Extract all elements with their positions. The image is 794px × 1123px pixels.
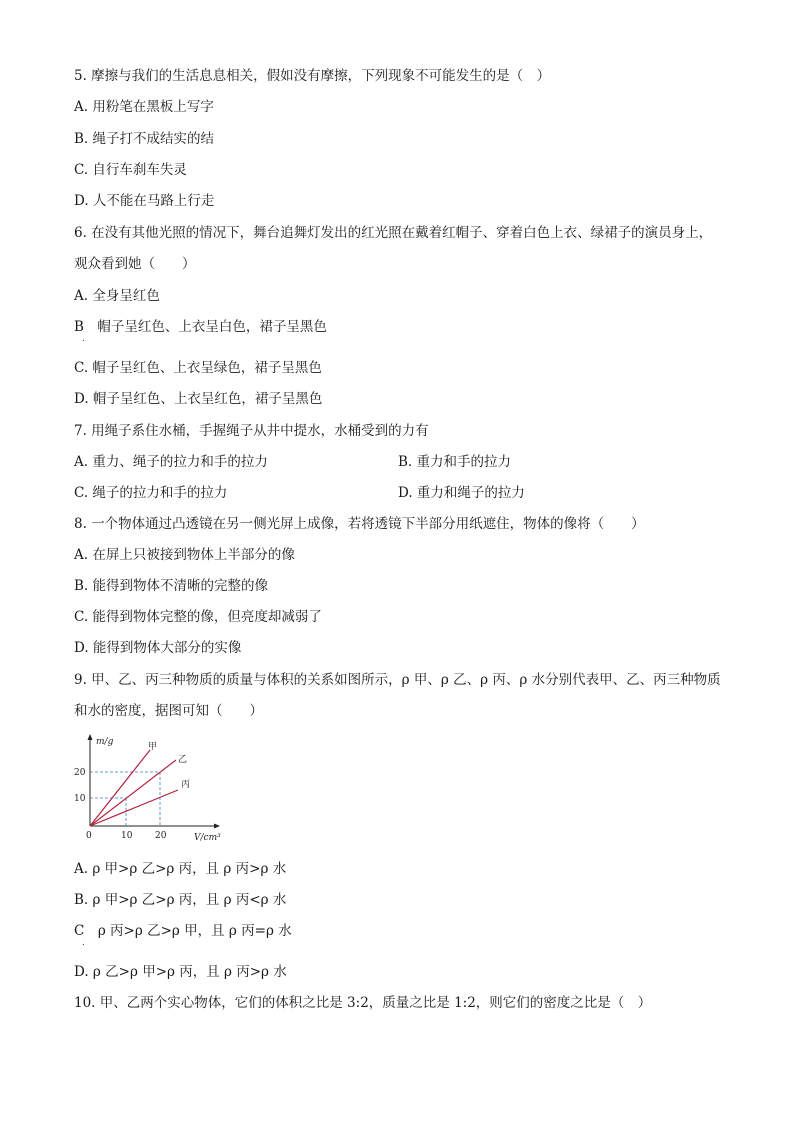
stray-dot: . <box>82 938 85 948</box>
q6-stem-line1: 6. 在没有其他光照的情况下，舞台追舞灯发出的红光照在戴着红帽子、穿着白色上衣、绿裙子的演员身上， <box>74 225 713 241</box>
q8-option-d: D. 能得到物体大部分的实像 <box>74 640 242 656</box>
q8-option-a: A. 在屏上只被接到物体上半部分的像 <box>74 547 295 563</box>
q6-option-d: D. 帽子呈红色、上衣呈红色，裙子呈黑色 <box>74 391 323 407</box>
mass-volume-graph <box>70 732 240 847</box>
line-bing <box>90 790 178 826</box>
q6-stem-line2: 观众看到她（ ） <box>74 256 196 272</box>
q9-stem-line2: 和水的密度，据图可知（ ） <box>74 703 263 719</box>
x-tick-10: 10 <box>121 831 133 841</box>
q5-option-d: D. 人不能在马路上行走 <box>74 193 215 209</box>
q10-stem: 10. 甲、乙两个实心物体，它们的体积之比是 3:2，质量之比是 1:2，则它们的密度之比是（ ） <box>74 995 652 1011</box>
x-tick-20: 20 <box>155 831 167 841</box>
y-axis-label: m/g <box>96 737 114 747</box>
q7-option-a: A. 重力、绳子的拉力和手的拉力 <box>74 454 268 470</box>
q9-option-c: C ρ 丙>ρ 乙>ρ 甲，且 ρ 丙=ρ 水 <box>74 923 292 939</box>
y-axis-arrow <box>88 734 93 740</box>
series-label-jia: 甲 <box>148 742 158 752</box>
x-axis-arrow <box>214 824 220 829</box>
q7-option-d: D. 重力和绳子的拉力 <box>398 485 525 501</box>
q7-option-b: B. 重力和手的拉力 <box>398 454 512 470</box>
line-yi <box>90 760 176 826</box>
q5-option-c: C. 自行车刹车失灵 <box>74 162 187 178</box>
y-tick-20: 20 <box>74 768 86 778</box>
series-label-bing: 丙 <box>181 780 191 790</box>
series-label-yi: 乙 <box>178 755 188 765</box>
q9-option-d: D. ρ 乙>ρ 甲>ρ 丙，且 ρ 丙>ρ 水 <box>74 964 287 980</box>
line-jia <box>90 750 150 826</box>
q9-option-a: A. ρ 甲>ρ 乙>ρ 丙，且 ρ 丙>ρ 水 <box>74 861 287 877</box>
q5-option-b: B. 绳子打不成结实的结 <box>74 131 215 147</box>
q5-stem: 5. 摩擦与我们的生活息息相关，假如没有摩擦，下列现象不可能发生的是（ ） <box>74 68 551 84</box>
q6-option-c: C. 帽子呈红色、上衣呈绿色，裙子呈黑色 <box>74 360 322 376</box>
q8-option-b: B. 能得到物体不清晰的完整的像 <box>74 578 269 594</box>
q7-option-c: C. 绳子的拉力和手的拉力 <box>74 485 228 501</box>
origin-label: 0 <box>86 831 92 841</box>
stray-dot: . <box>82 334 85 344</box>
q9-stem-line1: 9. 甲、乙、丙三种物质的质量与体积的关系如图所示，ρ 甲、ρ 乙、ρ 丙、ρ 水分别代表甲、乙、丙三种物质 <box>74 672 721 688</box>
q6-option-a: A. 全身呈红色 <box>74 288 160 304</box>
y-tick-10: 10 <box>74 794 86 804</box>
q7-stem: 7. 用绳子系住水桶，手握绳子从井中提水，水桶受到的力有 <box>74 423 429 439</box>
q5-option-a: A. 用粉笔在黑板上写字 <box>74 99 214 115</box>
q8-option-c: C. 能得到物体完整的像，但亮度却减弱了 <box>74 609 322 625</box>
x-axis-label: V/cm³ <box>194 833 221 843</box>
q6-option-b: B 帽子呈红色、上衣呈白色，裙子呈黑色 <box>74 319 327 335</box>
q9-option-b: B. ρ 甲>ρ 乙>ρ 丙，且 ρ 丙<ρ 水 <box>74 892 287 908</box>
q8-stem: 8. 一个物体通过凸透镜在另一侧光屏上成像，若将透镜下半部分用纸遮住，物体的像将（ ） <box>74 516 645 532</box>
